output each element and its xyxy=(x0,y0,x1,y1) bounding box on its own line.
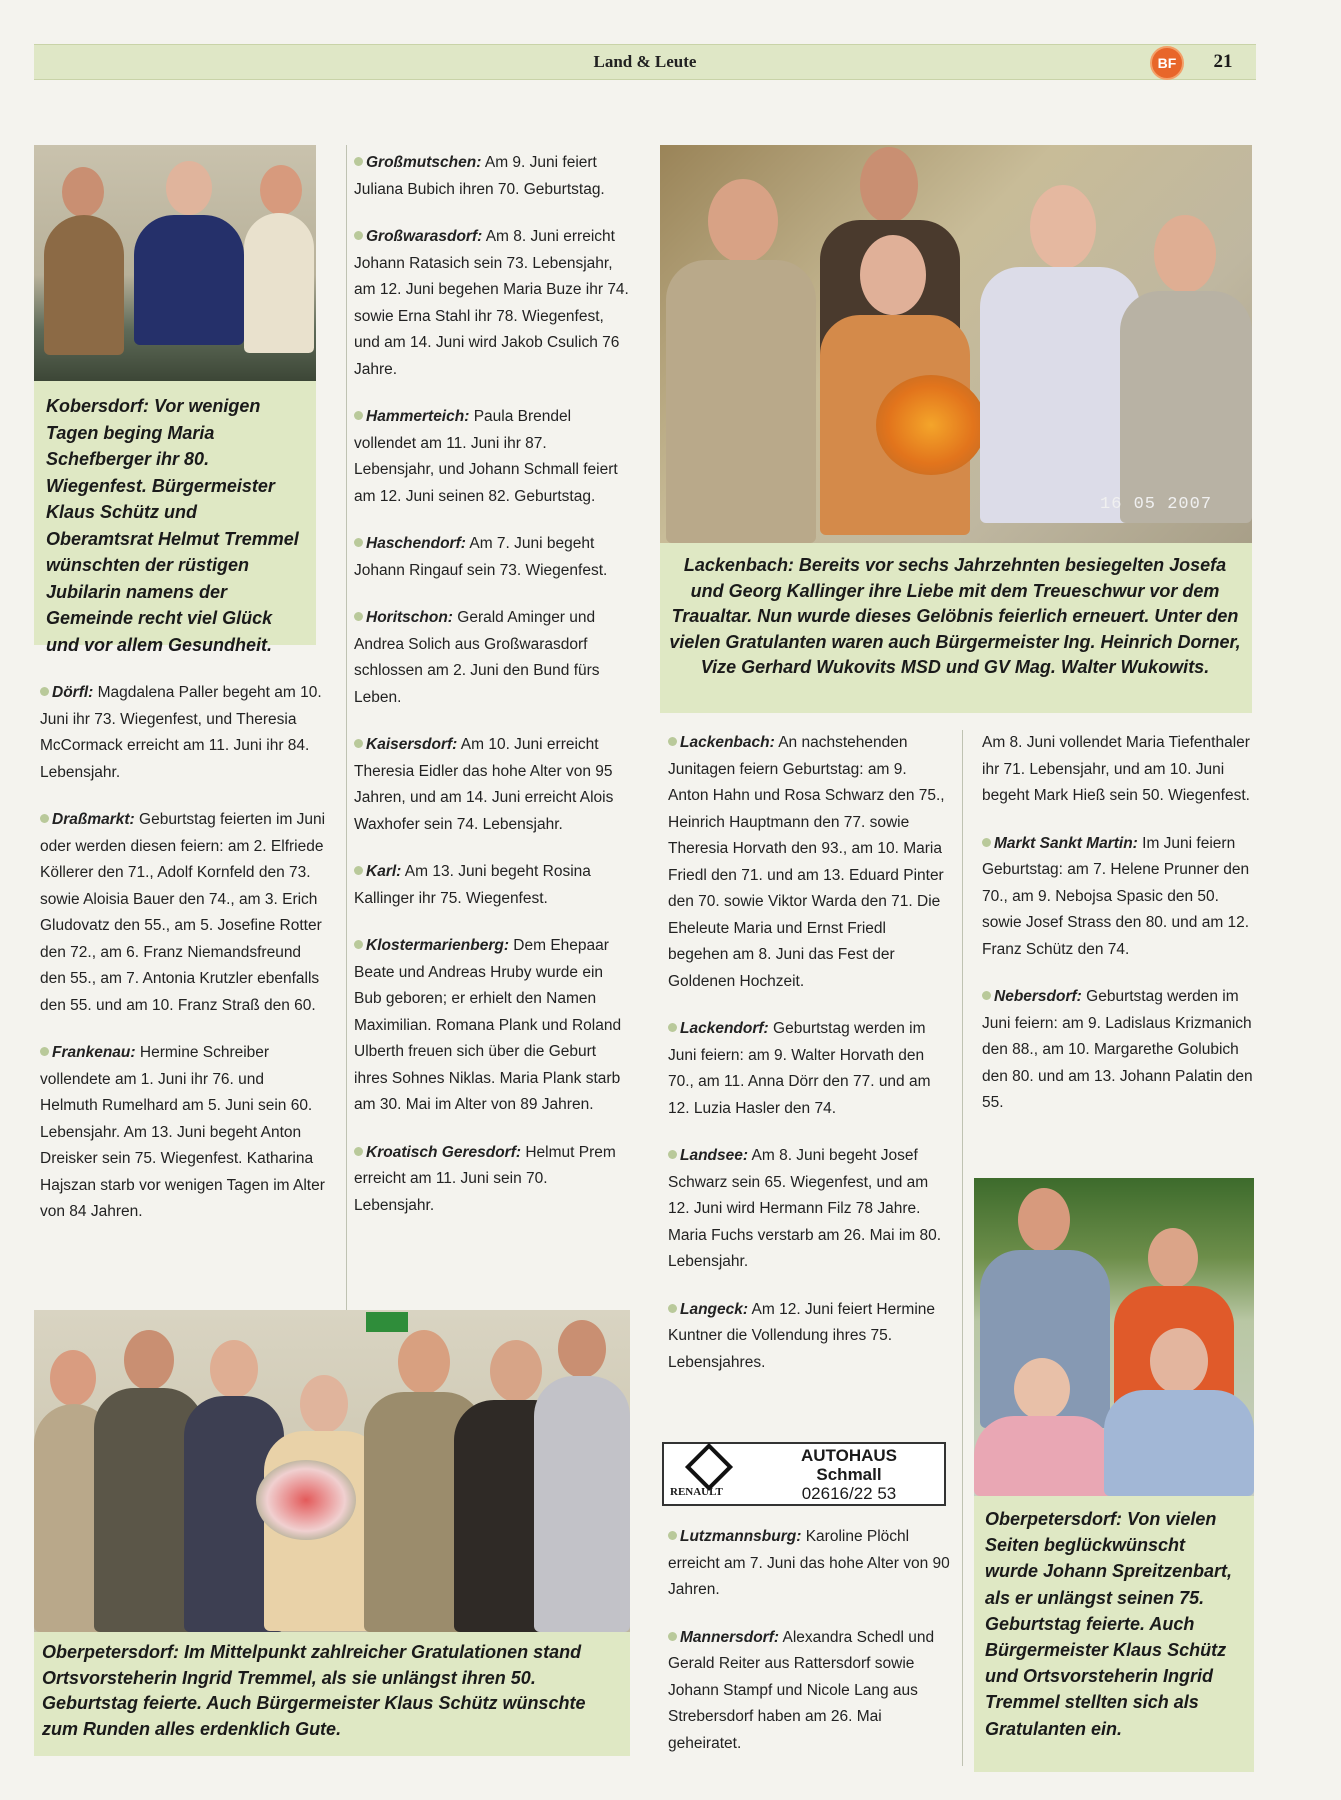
ad-line1: AUTOHAUS xyxy=(800,1446,898,1465)
column-2 xyxy=(354,150,630,1240)
notice-lackendorf: Lackendorf: Geburtstag werden im Juni feiern: am 9. Walter Horvath den 70., am 11. Anna Dörr den 77. und am 12. Luzia Hasler den 74. xyxy=(668,1020,931,1117)
ad-brand: RENAULT xyxy=(670,1486,723,1498)
notice-langeck: Langeck: Am 12. Juni feiert Hermine Kuntner die Vollendung ihres 75. Lebensjahres. xyxy=(668,1300,936,1371)
caption-oberpetersdorf-tremmel: Oberpetersdorf: Im Mittelpunkt zahlreicher Gratulationen stand Ortsvorsteherin Ingrid Tremmel, als sie unlängst ihren 50. Geburtstag feierte. Auch Bürgermeister Klaus Schütz wünschte zum Runden alles erdenklich Gute. xyxy=(34,1632,630,1756)
column-3 xyxy=(668,730,950,1397)
column-4 xyxy=(982,730,1254,1138)
ad-phone: 02616/22 53 xyxy=(801,1484,897,1503)
column-1 xyxy=(40,680,326,1247)
photo-kobersdorf xyxy=(34,145,316,381)
bf-logo: BF xyxy=(1150,46,1184,80)
ad-autohaus-schmall xyxy=(662,1442,946,1506)
photo-oberpetersdorf-spreitzenbart xyxy=(974,1178,1254,1496)
ad-line2: Schmall xyxy=(816,1465,882,1484)
column-divider xyxy=(346,145,347,1310)
notice-karl: Karl: Am 13. Juni begeht Rosina Kallinger ihr 75. Wiegenfest. xyxy=(354,863,591,907)
notice-mannersdorf: Mannersdorf: Alexandra Schedl und Gerald Reiter aus Rattersdorf sowie Johann Stampf und Nicole Lang aus Strebersdorf haben am 26. Mai geheiratet. xyxy=(668,1628,935,1752)
notice-frankenau: Frankenau: Hermine Schreiber vollendete am 1. Juni ihr 76. und Helmuth Rumelhard am 5. Juni sein 60. Lebensjahr. Am 13. Juni begeht Anton Dreisker sein 75. Wiegenfest. Katharina Hajszan starb vor wenigen Tagen im Alter von 84 Jahren. xyxy=(40,1044,325,1220)
renault-logo-icon xyxy=(685,1443,733,1491)
notice-hammerteich: Hammerteich: Paula Brendel vollendet am 11. Juni ihr 87. Lebensjahr, und Johann Schmall feiert am 12. Juni seinen 82. Geburtstag. xyxy=(354,408,618,505)
notice-doerfl: Dörfl: Magdalena Paller begeht am 10. Juni ihr 73. Wiegenfest, und Theresia McCormack erreicht am 11. Juni ihr 84. Lebensjahr. xyxy=(40,684,322,781)
notice-klostermarienberg: Klostermarienberg: Dem Ehepaar Beate und Andreas Hruby wurde ein Bub geboren; er erhielt den Namen Maximilian. Romana Plank und Roland Ulberth freuen sich über die Geburt ihres Sohnes Niklas. Maria Plank starb am 30. Mai im Alter von 89 Jahren. xyxy=(354,937,622,1113)
notice-horitschon: Horitschon: Gerald Aminger und Andrea Solich aus Großwarasdorf schlossen am 2. Juni den Bund fürs Leben. xyxy=(354,609,600,706)
page-number: 21 xyxy=(1213,51,1233,72)
notice-haschendorf: Haschendorf: Am 7. Juni begeht Johann Ringauf sein 73. Wiegenfest. xyxy=(354,535,608,579)
notice-grossmutschen: Großmutschen: Am 9. Juni feiert Juliana Bubich ihren 70. Geburtstag. xyxy=(354,154,605,198)
notice-nebersdorf: Nebersdorf: Geburtstag werden im Juni feiern: am 9. Ladislaus Krizmanich den 88., am 10. Margarethe Golubich den 80. und am 13. Johann Palatin den 55. xyxy=(982,988,1253,1111)
notice-tiefenthaler: Am 8. Juni vollendet Maria Tiefenthaler ihr 71. Lebensjahr, und am 10. Juni begeht Mark Hieß sein 50. Wiegenfest. xyxy=(982,734,1250,804)
notice-lackenbach: Lackenbach: An nachstehenden Junitagen feiern Geburtstag: am 9. Anton Hahn und Rosa Schwarz den 75., Heinrich Hauptmann den 77. sowie Theresia Horvath den 93., am 10. Maria Friedl den 71. und am 13. Eduard Pinter den 70. sowie Viktor Warda den 71. Die Eheleute Maria und Ernst Friedl begehen am 8. Juni das Fest der Goldenen Hochzeit. xyxy=(668,734,945,990)
notice-markt-sankt-martin: Markt Sankt Martin: Im Juni feiern Geburtstag: am 7. Helene Prunner den 70., am 9. Nebojsa Spasic den 50. sowie Josef Strass den 80. und am 12. Franz Schütz den 74. xyxy=(982,834,1250,958)
notice-drassmarkt: Draßmarkt: Geburtstag feierten im Juni oder werden diesen feiern: am 2. Elfriede Köllerer den 71., Adolf Kornfeld den 73. sowie Aloisia Bauer den 74., am 3. Erich Gludovatz den 55., am 5. Josefine Rotter den 72., am 6. Franz Niemandsfreund den 55., am 7. Antonia Krutzler ebenfalls den 55. und am 10. Franz Straß den 60. xyxy=(40,811,326,1014)
photo-oberpetersdorf-tremmel xyxy=(34,1310,630,1632)
column-3-lower xyxy=(668,1524,950,1778)
caption-oberpetersdorf-spreitzenbart: Oberpetersdorf: Von vielen Seiten beglückwünscht wurde Johann Spreitzenbart, als er unlängst seinen 75. Geburtstag feierte. Auch Bürgermeister Klaus Schütz und Ortsvorsteherin Ingrid Tremmel stellten sich als Gratulanten ein. xyxy=(974,1496,1254,1772)
notice-kroatisch-geresdorf: Kroatisch Geresdorf: Helmut Prem erreicht am 11. Juni sein 70. Lebensjahr. xyxy=(354,1143,616,1214)
notice-grosswarasdorf: Großwarasdorf: Am 8. Juni erreicht Johann Ratasich sein 73. Lebensjahr, am 12. Juni begehen Maria Buze ihr 74. sowie Erna Stahl ihr 78. Wiegenfest, und am 14. Juni wird Jakob Csulich 76 Jahre. xyxy=(354,228,629,378)
photo-lackenbach xyxy=(660,145,1252,543)
exit-sign-icon xyxy=(366,1312,408,1332)
notice-kaisersdorf: Kaisersdorf: Am 10. Juni erreicht Theresia Eidler das hohe Alter von 95 Jahren, und am 14. Juni erreicht Alois Waxhofer sein 74. Lebensjahr. xyxy=(354,736,614,833)
photo-date-stamp: 16 05 2007 xyxy=(1100,495,1213,514)
notice-lutzmannsburg: Lutzmannsburg: Karoline Plöchl erreicht am 7. Juni das hohe Alter von 90 Jahren. xyxy=(668,1528,950,1598)
notice-landsee: Landsee: Am 8. Juni begeht Josef Schwarz sein 65. Wiegenfest, und am 12. Juni wird Hermann Filz 78 Jahre. Maria Fuchs verstarb am 26. Mai im 80. Lebensjahr. xyxy=(668,1147,942,1270)
section-header-bar xyxy=(34,44,1256,80)
section-title: Land & Leute xyxy=(593,52,697,71)
column-divider-right xyxy=(962,730,963,1766)
caption-lackenbach: Lackenbach: Bereits vor sechs Jahrzehnten besiegelten Josefa und Georg Kallinger ihre Liebe mit dem Treueschwur vor dem Traualtar. Nun wurde dieses Gelöbnis feierlich erneuert. Unter den vielen Gratulanten waren auch Bürgermeister Ing. Heinrich Dorner, Vize Gerhard Wukovits MSD und GV Mag. Walter Wukowits. xyxy=(660,543,1252,713)
caption-kobersdorf: Kobersdorf: Vor wenigen Tagen beging Maria Schefberger ihr 80. Wiegenfest. Bürgermeister Klaus Schütz und Oberamtsrat Helmut Tremmel wünschten der rüstigen Jubilarin namens der Gemeinde recht viel Glück und vor allem Gesundheit. xyxy=(34,381,316,645)
